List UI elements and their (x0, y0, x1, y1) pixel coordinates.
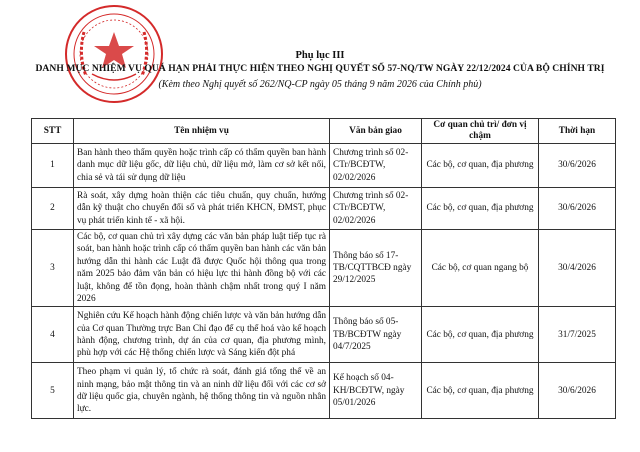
cell-doc: Thông báo số 17-TB/CQTTBCĐ ngày 29/12/2025 (330, 230, 422, 307)
cell-unit: Các bộ, cơ quan, địa phương (422, 307, 539, 363)
cell-task: Theo phạm vi quản lý, tổ chức rà soát, đánh giá tổng thể về an ninh mạng, bảo mật thông tin và an ninh dữ liệu đối với các cơ sở dữ liệu quốc gia, chuyên ngành, hệ thống thông tin và nguồn nhân lực. (74, 363, 330, 419)
table-row (32, 363, 616, 419)
cell-unit: Các bộ, cơ quan, địa phương (422, 188, 539, 230)
col-header-stt: STT (32, 119, 74, 144)
col-header-unit: Cơ quan chủ trì/ đơn vị chậm (422, 119, 539, 144)
col-header-deadline: Thời hạn (539, 119, 616, 144)
cell-doc: Chương trình số 02-CTr/BCĐTW, 02/02/2026 (330, 188, 422, 230)
cell-deadline: 30/6/2026 (539, 144, 616, 188)
cell-task: Nghiên cứu Kế hoạch hành động chiến lược và văn bản hướng dẫn của Cơ quan Thường trực Ban Chỉ đạo để cụ thể hoá vào kế hoạch hành động, chương trình, dự án của cơ quan, địa phương mình, phù hợp với các Hệ thống chiến lược và Sáng kiến đột phá (74, 307, 330, 363)
cell-task: Các bộ, cơ quan chủ trì xây dựng các văn bản pháp luật tiếp tục rà soát, ban hành hoặc trình cấp có thẩm quyền ban hành các văn bản hướng dẫn thi hành các Luật đã được Quốc hội thông qua trong năm 2025 bảo đảm văn bản có hiệu lực thi hành đồng bộ với các luật, không để tồn đọng, hoàn thành chậm nhất trong quý I năm 2026 (74, 230, 330, 307)
cell-stt: 5 (32, 363, 74, 419)
cell-doc: Chương trình số 02-CTr/BCĐTW, 02/02/2026 (330, 144, 422, 188)
cell-doc: Thông báo số 05-TB/BCĐTW ngày 04/7/2025 (330, 307, 422, 363)
cell-unit: Các bộ, cơ quan, địa phương (422, 363, 539, 419)
cell-unit: Các bộ, cơ quan ngang bộ (422, 230, 539, 307)
cell-deadline: 31/7/2025 (539, 307, 616, 363)
col-header-task: Tên nhiệm vụ (74, 119, 330, 144)
cell-stt: 3 (32, 230, 74, 307)
cell-deadline: 30/6/2026 (539, 188, 616, 230)
document-subtitle: (Kèm theo Nghị quyết số 262/NQ-CP ngày 05 tháng 9 năm 2026 của Chính phủ) (158, 79, 482, 90)
table-row (32, 307, 616, 363)
table-header-row (32, 119, 616, 144)
cell-unit: Các bộ, cơ quan, địa phương (422, 144, 539, 188)
table-row (32, 188, 616, 230)
cell-doc: Kế hoạch số 04-KH/BCĐTW, ngày 05/01/2026 (330, 363, 422, 419)
table-row (32, 230, 616, 307)
cell-stt: 2 (32, 188, 74, 230)
cell-deadline: 30/6/2026 (539, 363, 616, 419)
cell-task: Rà soát, xây dựng hoàn thiện các tiêu chuẩn, quy chuẩn, hướng dẫn kỹ thuật cho chuyển đổi số và phát triển KHCN, ĐMST, phục vụ phát triển kinh tế - xã hội. (74, 188, 330, 230)
cell-deadline: 30/4/2026 (539, 230, 616, 307)
col-header-doc: Văn bản giao (330, 119, 422, 144)
task-table (31, 118, 616, 419)
appendix-label: Phụ lục III (295, 50, 345, 61)
cell-task: Ban hành theo thẩm quyền hoặc trình cấp có thẩm quyền ban hành danh mục dữ liệu gốc, dữ liệu chủ, dữ liệu mở, làm cơ sở kết nối, chia sẻ và tái sử dụng dữ liệu (74, 144, 330, 188)
cell-stt: 4 (32, 307, 74, 363)
table-row (32, 144, 616, 188)
cell-stt: 1 (32, 144, 74, 188)
document-title: DANH MỤC NHIỆM VỤ QUÁ HẠN PHẢI THỰC HIỆN THEO NGHỊ QUYẾT SỐ 57-NQ/TW NGÀY 22/12/2024 CỦA BỘ CHÍNH TRỊ (35, 63, 605, 74)
